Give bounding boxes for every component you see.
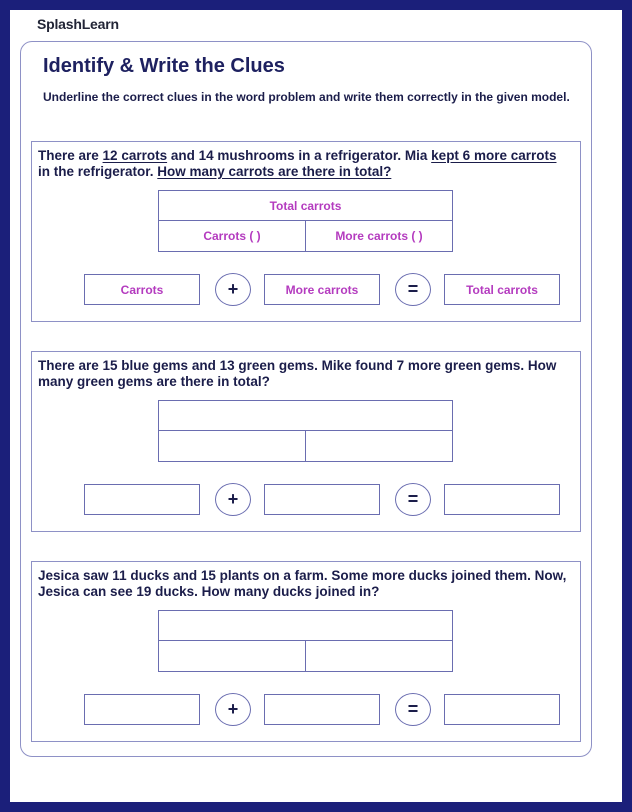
equation-term-2-label: More carrots	[285, 282, 359, 297]
problem-text-segment: in the refrigerator.	[38, 164, 158, 179]
equals-sign-icon: =	[395, 273, 431, 306]
bar-model-part-2[interactable]	[305, 641, 452, 671]
bar-model-part-2[interactable]	[305, 431, 452, 461]
bar-model-part-2[interactable]	[305, 221, 452, 251]
bar-model-parts	[158, 220, 453, 252]
equals-sign-icon: =	[395, 483, 431, 516]
equation-term-1-box[interactable]	[84, 694, 200, 725]
equation-term-2-box[interactable]	[264, 484, 380, 515]
bar-model-parts	[158, 640, 453, 672]
underlined-question: How many carrots are there in total?	[157, 164, 392, 179]
problem-text-segment: and 14 mushrooms in a refrigerator. Mia	[167, 148, 432, 163]
bar-model-total-label: Total carrots	[269, 198, 342, 213]
plus-sign-icon: +	[215, 483, 251, 516]
problem-text: Jesica saw 11 ducks and 15 plants on a farm. Some more ducks joined them. Now, Jesica can see 19 ducks. How many ducks joined in?	[38, 568, 567, 599]
bar-model-part-1-label: Carrots ( )	[203, 229, 261, 243]
equation-term-1-box[interactable]	[84, 484, 200, 515]
problem-card-2	[31, 351, 581, 532]
equation-result-box[interactable]	[444, 694, 560, 725]
problem-text: There are 15 blue gems and 13 green gems. Mike found 7 more green gems. How many green gems are there in total?	[38, 358, 557, 389]
underlined-clue: 12 carrots	[102, 148, 168, 163]
problem-card-3	[31, 561, 581, 742]
equation-result-label: Total carrots	[466, 282, 538, 297]
plus-sign-icon: +	[215, 693, 251, 726]
bar-model-total[interactable]	[158, 190, 453, 221]
equation-term-1-label: Carrots	[120, 282, 164, 297]
plus-sign-icon: +	[215, 273, 251, 306]
problem-text	[38, 148, 568, 180]
equation-term-2-box[interactable]	[264, 694, 380, 725]
instructions: Underline the correct clues in the word problem and write them correctly in the given model.	[43, 90, 570, 104]
bar-model-total[interactable]	[158, 610, 453, 641]
equals-sign-icon: =	[395, 693, 431, 726]
bar-model-total[interactable]	[158, 400, 453, 431]
bar-model-parts	[158, 430, 453, 462]
equation-result-box[interactable]	[444, 484, 560, 515]
equation-result-box[interactable]	[444, 274, 560, 305]
bar-model-part-1[interactable]	[159, 641, 305, 671]
underlined-clue: kept 6 more carrots	[431, 148, 557, 163]
page-title: Identify & Write the Clues	[43, 55, 285, 77]
brand-logo: SplashLearn	[37, 16, 119, 32]
problem-text-segment: There are	[38, 148, 103, 163]
bar-model-part-1[interactable]	[159, 221, 305, 251]
bar-model-part-2-label: More carrots ( )	[335, 229, 423, 243]
equation-term-1-box[interactable]	[84, 274, 200, 305]
bar-model-part-1[interactable]	[159, 431, 305, 461]
equation-term-2-box[interactable]	[264, 274, 380, 305]
problem-card-1	[31, 141, 581, 322]
